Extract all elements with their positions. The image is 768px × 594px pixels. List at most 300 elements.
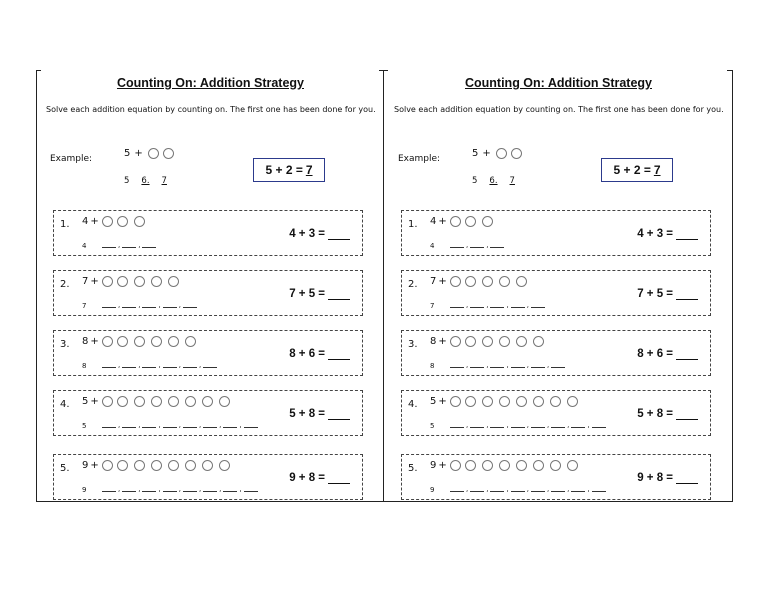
problem-equation [289, 407, 350, 420]
counter-circle [533, 396, 544, 407]
counter-circle [465, 276, 476, 287]
frame-center-divider [383, 70, 384, 502]
counter-circle [219, 396, 230, 407]
count-blank[interactable] [142, 484, 156, 492]
problem-equation [637, 227, 698, 240]
counter-circle [102, 336, 113, 347]
problem-number: 5. [60, 463, 70, 474]
comma: , [118, 241, 121, 249]
problem-box [53, 330, 363, 376]
problem-equation [289, 227, 350, 240]
problem-number: 3. [60, 339, 70, 350]
counter-circle [163, 148, 174, 159]
example-label: Example: [50, 154, 93, 164]
counter-circle [117, 460, 128, 471]
example-answer-box [253, 158, 325, 182]
problem-start: 7 [430, 276, 437, 287]
count-blank[interactable] [102, 360, 116, 368]
count-blank[interactable] [551, 484, 565, 492]
count-blank[interactable] [102, 484, 116, 492]
comma: , [546, 485, 550, 493]
answer-blank[interactable] [328, 471, 350, 484]
counter-circle [516, 460, 527, 471]
counter-circle [102, 216, 113, 227]
count-blank[interactable] [102, 240, 116, 248]
counter-circle [550, 460, 561, 471]
plus-sign: + [90, 216, 99, 227]
count-blank[interactable] [531, 360, 545, 368]
problem-equation [289, 287, 350, 300]
comma: , [486, 485, 489, 493]
count-on-blanks [450, 300, 547, 310]
comma: , [118, 485, 121, 493]
comma: , [178, 485, 181, 493]
counter-circle [219, 460, 230, 471]
comma: , [506, 421, 509, 429]
answer-blank[interactable] [328, 227, 350, 240]
problem-box [53, 270, 363, 316]
count-blank[interactable] [142, 420, 156, 428]
problem-equation [637, 407, 698, 420]
count-blank[interactable] [122, 240, 136, 248]
problem-equation [289, 471, 350, 484]
example-answer: 7 [305, 163, 313, 177]
worksheet [386, 70, 731, 502]
count-blank[interactable] [511, 360, 525, 368]
worksheet-instructions: Solve each addition equation by counting on. The first one has been done for you. [46, 105, 376, 114]
count-on-blanks [450, 484, 608, 494]
problem-box [401, 270, 711, 316]
problem-equation [289, 347, 350, 360]
counter-circle [567, 396, 578, 407]
counter-circle [117, 336, 128, 347]
plus-sign: + [134, 148, 143, 159]
comma: , [118, 301, 121, 309]
problem-box [401, 454, 711, 500]
count-blank[interactable] [142, 240, 156, 248]
answer-blank[interactable] [676, 347, 698, 360]
comma: , [198, 361, 202, 369]
example-sequence-value: 7 [161, 176, 167, 186]
problem-box [53, 454, 363, 500]
example-expression [472, 148, 524, 159]
counter-circle [185, 336, 196, 347]
equation-text: 7 + 5 = [289, 288, 325, 300]
worksheet-title: Counting On: Addition Strategy [464, 76, 652, 90]
count-on-blanks [450, 240, 506, 250]
comma: , [138, 241, 141, 249]
sequence-start: 8 [82, 362, 87, 370]
plus-sign: + [438, 216, 447, 227]
counter-circle [465, 216, 476, 227]
comma: , [587, 485, 590, 493]
counter-circle [450, 460, 461, 471]
counter-circle [185, 396, 196, 407]
count-blank[interactable] [490, 360, 504, 368]
comma: , [158, 485, 161, 493]
counter-circle [450, 396, 461, 407]
counter-circle [202, 396, 213, 407]
answer-blank[interactable] [676, 227, 698, 240]
sequence-start: 7 [82, 302, 87, 310]
equation-text: 4 + 3 = [289, 228, 325, 240]
example-start: 5 [472, 148, 479, 159]
counter-circle [134, 336, 145, 347]
count-blank[interactable] [592, 484, 606, 492]
counter-circle [550, 396, 561, 407]
counter-circle [168, 460, 179, 471]
comma: , [486, 361, 489, 369]
counter-circle [102, 276, 113, 287]
count-blank[interactable] [470, 360, 484, 368]
counter-circle [499, 336, 510, 347]
equation-text: 8 + 6 = [637, 348, 673, 360]
comma: , [138, 421, 141, 429]
problem-box [401, 390, 711, 436]
count-blank[interactable] [490, 420, 504, 428]
equation-text: 9 + 8 = [289, 472, 325, 484]
problem-expression [82, 396, 236, 407]
comma: , [178, 361, 181, 369]
problem-start: 8 [82, 336, 89, 347]
count-blank[interactable] [223, 484, 237, 492]
counter-circle [482, 460, 493, 471]
plus-sign: + [90, 460, 99, 471]
counter-circle [533, 336, 544, 347]
count-blank[interactable] [450, 360, 464, 368]
count-blank[interactable] [183, 484, 197, 492]
problem-number: 2. [60, 279, 70, 290]
count-blank[interactable] [183, 420, 197, 428]
comma: , [198, 485, 202, 493]
count-on-blanks [102, 360, 219, 370]
counter-circle [134, 276, 145, 287]
counter-circle [482, 396, 493, 407]
counter-circle [185, 460, 196, 471]
problem-expression [430, 216, 499, 227]
counter-circle [168, 336, 179, 347]
count-on-blanks [102, 484, 260, 494]
sequence-start: 9 [430, 486, 435, 494]
counter-circle [450, 336, 461, 347]
count-blank[interactable] [122, 420, 136, 428]
example-sequence [472, 176, 515, 186]
counter-circle [134, 460, 145, 471]
problem-start: 8 [430, 336, 437, 347]
counter-circle [168, 396, 179, 407]
count-blank[interactable] [450, 420, 464, 428]
count-blank[interactable] [163, 360, 177, 368]
equation-text: 9 + 8 = [637, 472, 673, 484]
count-blank[interactable] [470, 484, 484, 492]
comma: , [158, 421, 161, 429]
count-blank[interactable] [450, 240, 464, 248]
count-blank[interactable] [450, 484, 464, 492]
problem-number: 1. [408, 219, 418, 230]
worksheet [38, 70, 383, 502]
count-blank[interactable] [244, 420, 258, 428]
count-blank[interactable] [470, 240, 484, 248]
comma: , [526, 361, 529, 369]
problem-box [401, 210, 711, 256]
answer-blank[interactable] [328, 347, 350, 360]
counter-circle [482, 216, 493, 227]
count-blank[interactable] [163, 484, 177, 492]
comma: , [466, 241, 469, 249]
problem-start: 9 [82, 460, 89, 471]
example-expression [124, 148, 176, 159]
counter-circle [134, 396, 145, 407]
comma: , [546, 361, 550, 369]
comma: , [567, 485, 570, 493]
problem-expression [82, 460, 236, 471]
comma: , [178, 421, 181, 429]
counter-circle [482, 336, 493, 347]
counter-circle [482, 276, 493, 287]
example-sequence [124, 176, 167, 186]
answer-blank[interactable] [676, 287, 698, 300]
count-blank[interactable] [551, 420, 565, 428]
count-blank[interactable] [102, 300, 116, 308]
example-sequence-value: 7 [509, 176, 515, 186]
count-blank[interactable] [203, 420, 217, 428]
comma: , [526, 301, 529, 309]
problem-expression [82, 276, 185, 287]
count-blank[interactable] [203, 360, 217, 368]
count-blank[interactable] [470, 420, 484, 428]
sequence-start: 7 [430, 302, 435, 310]
counter-circle [151, 396, 162, 407]
counter-circle [499, 396, 510, 407]
counter-circle [450, 276, 461, 287]
count-blank[interactable] [122, 360, 136, 368]
counter-circle [465, 336, 476, 347]
count-blank[interactable] [244, 484, 258, 492]
answer-blank[interactable] [676, 471, 698, 484]
count-on-blanks [450, 360, 567, 370]
worksheet-title: Counting On: Addition Strategy [116, 76, 304, 90]
count-on-blanks [102, 240, 158, 250]
counter-circle [516, 276, 527, 287]
example-answer: 7 [653, 163, 661, 177]
count-blank[interactable] [102, 420, 116, 428]
problem-start: 9 [430, 460, 437, 471]
example-label: Example: [398, 154, 441, 164]
count-blank[interactable] [592, 420, 606, 428]
counter-circle [151, 336, 162, 347]
count-blank[interactable] [450, 300, 464, 308]
example-sequence-value: 6. [489, 176, 498, 186]
problem-expression [430, 336, 550, 347]
comma: , [219, 485, 222, 493]
problem-expression [82, 216, 151, 227]
problem-box [53, 390, 363, 436]
count-blank[interactable] [122, 300, 136, 308]
problem-equation [637, 471, 698, 484]
sequence-start: 4 [82, 242, 87, 250]
count-blank[interactable] [571, 420, 585, 428]
example-equation: 5 + 2 = [265, 163, 303, 177]
counter-circle [134, 216, 145, 227]
comma: , [158, 301, 161, 309]
counter-circle [148, 148, 159, 159]
counter-circle [117, 216, 128, 227]
counter-circle [516, 336, 527, 347]
count-blank[interactable] [490, 300, 504, 308]
comma: , [546, 421, 550, 429]
problem-start: 4 [82, 216, 89, 227]
answer-blank[interactable] [328, 287, 350, 300]
worksheet-instructions: Solve each addition equation by counting on. The first one has been done for you. [394, 105, 724, 114]
comma: , [526, 421, 529, 429]
sequence-start: 4 [430, 242, 435, 250]
count-on-blanks [450, 420, 608, 430]
comma: , [158, 361, 161, 369]
counter-circle [533, 460, 544, 471]
count-blank[interactable] [531, 300, 545, 308]
problem-equation [637, 347, 698, 360]
problem-equation [637, 287, 698, 300]
count-blank[interactable] [142, 300, 156, 308]
problem-number: 1. [60, 219, 70, 230]
count-blank[interactable] [490, 240, 504, 248]
counter-circle [202, 460, 213, 471]
count-blank[interactable] [142, 360, 156, 368]
problem-number: 5. [408, 463, 418, 474]
counter-circle [117, 276, 128, 287]
sequence-start: 9 [82, 486, 87, 494]
comma: , [178, 301, 181, 309]
sequence-start: 8 [430, 362, 435, 370]
example-answer-box [601, 158, 673, 182]
comma: , [239, 421, 242, 429]
counter-circle [168, 276, 179, 287]
count-blank[interactable] [490, 484, 504, 492]
count-blank[interactable] [203, 484, 217, 492]
count-blank[interactable] [531, 484, 545, 492]
equation-text: 4 + 3 = [637, 228, 673, 240]
example-sequence-start: 5 [472, 176, 478, 186]
problem-expression [430, 276, 533, 287]
count-blank[interactable] [163, 420, 177, 428]
comma: , [567, 421, 570, 429]
count-blank[interactable] [551, 360, 565, 368]
comma: , [138, 301, 141, 309]
answer-blank[interactable] [676, 407, 698, 420]
counter-circle [102, 460, 113, 471]
comma: , [138, 361, 141, 369]
example-sequence-value: 6. [141, 176, 150, 186]
problem-start: 5 [82, 396, 89, 407]
counter-circle [102, 396, 113, 407]
comma: , [486, 301, 489, 309]
comma: , [466, 301, 469, 309]
count-blank[interactable] [571, 484, 585, 492]
comma: , [466, 361, 469, 369]
problem-number: 3. [408, 339, 418, 350]
plus-sign: + [90, 276, 99, 287]
comma: , [486, 421, 489, 429]
counter-circle [465, 460, 476, 471]
count-blank[interactable] [223, 420, 237, 428]
comma: , [466, 485, 469, 493]
counter-circle [465, 396, 476, 407]
comma: , [219, 421, 222, 429]
plus-sign: + [90, 396, 99, 407]
comma: , [506, 301, 509, 309]
plus-sign: + [438, 336, 447, 347]
count-blank[interactable] [511, 420, 525, 428]
plus-sign: + [482, 148, 491, 159]
problem-start: 7 [82, 276, 89, 287]
count-on-blanks [102, 420, 260, 430]
problem-number: 4. [60, 399, 70, 410]
counter-circle [117, 396, 128, 407]
comma: , [486, 241, 489, 249]
count-blank[interactable] [163, 300, 177, 308]
example-start: 5 [124, 148, 131, 159]
plus-sign: + [90, 336, 99, 347]
problem-expression [430, 460, 584, 471]
plus-sign: + [438, 396, 447, 407]
example-equation: 5 + 2 = [613, 163, 651, 177]
plus-sign: + [438, 276, 447, 287]
example-sequence-start: 5 [124, 176, 130, 186]
problem-start: 4 [430, 216, 437, 227]
comma: , [138, 485, 141, 493]
problem-expression [430, 396, 584, 407]
count-blank[interactable] [122, 484, 136, 492]
count-blank[interactable] [470, 300, 484, 308]
sequence-start: 5 [82, 422, 87, 430]
counter-circle [567, 460, 578, 471]
comma: , [506, 485, 509, 493]
problem-start: 5 [430, 396, 437, 407]
problem-box [53, 210, 363, 256]
plus-sign: + [438, 460, 447, 471]
counter-circle [511, 148, 522, 159]
count-blank[interactable] [511, 300, 525, 308]
count-blank[interactable] [183, 360, 197, 368]
counter-circle [499, 276, 510, 287]
counter-circle [499, 460, 510, 471]
count-blank[interactable] [511, 484, 525, 492]
count-blank[interactable] [531, 420, 545, 428]
equation-text: 5 + 8 = [637, 408, 673, 420]
comma: , [466, 421, 469, 429]
counter-circle [151, 460, 162, 471]
comma: , [239, 485, 242, 493]
counter-circle [450, 216, 461, 227]
equation-text: 8 + 6 = [289, 348, 325, 360]
counter-circle [516, 396, 527, 407]
comma: , [526, 485, 529, 493]
comma: , [118, 421, 121, 429]
comma: , [118, 361, 121, 369]
problem-box [401, 330, 711, 376]
frame-left-edge [36, 70, 37, 502]
count-blank[interactable] [183, 300, 197, 308]
comma: , [506, 361, 509, 369]
comma: , [587, 421, 590, 429]
answer-blank[interactable] [328, 407, 350, 420]
problem-number: 2. [408, 279, 418, 290]
frame-right-edge [732, 70, 733, 502]
counter-circle [151, 276, 162, 287]
comma: , [198, 421, 202, 429]
sequence-start: 5 [430, 422, 435, 430]
equation-text: 5 + 8 = [289, 408, 325, 420]
